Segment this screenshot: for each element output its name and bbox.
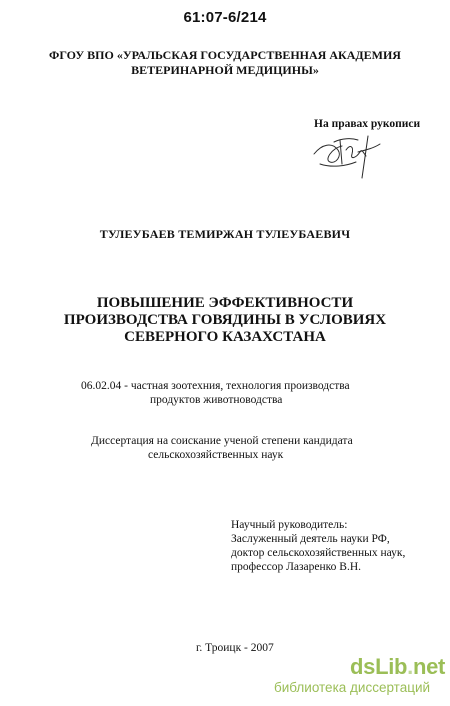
dissertation-title-line-2: ПРОИЗВОДСТВА ГОВЯДИНЫ В УСЛОВИЯХ [63,312,387,328]
city-year: г. Троицк - 2007 [196,642,274,654]
watermark-logo-dot: . [407,654,413,679]
author-name: ТУЛЕУБАЕВ ТЕМИРЖАН ТУЛЕУБАЕВИЧ [99,227,351,241]
degree-line-2: сельскохозяйственных наук [148,449,284,461]
specialty-line-1: 06.02.04 - частная зоотехния, технология производства [81,380,350,392]
watermark-subtitle: библиотека диссертаций [274,680,431,695]
degree-line-1: Диссертация на соискание ученой степени кандидата [91,435,353,447]
manuscript-rights: На правах рукописи [314,118,421,130]
supervisor-degree: доктор сельскохозяйственных наук, [231,547,406,559]
supervisor-name: профессор Лазаренко В.Н. [231,561,361,573]
institution-line-1: ФГОУ ВПО «УРАЛЬСКАЯ ГОСУДАРСТВЕННАЯ АКАДЕМИЯ [49,48,401,62]
handwritten-signature [312,134,384,182]
supervisor-heading: Научный руководитель: [231,519,348,531]
supervisor-title: Заслуженный деятель науки РФ, [231,533,390,545]
watermark-logo [350,654,445,680]
dissertation-title-line-3: СЕВЕРНОГО КАЗАХСТАНА [124,329,326,345]
institution-line-2: ВЕТЕРИНАРНОЙ МЕДИЦИНЫ» [131,63,319,77]
archive-code: 61:07-6/214 [183,9,267,26]
watermark-logo-main: dsLib [350,654,408,679]
watermark-logo-tld: net [412,654,446,679]
dissertation-title-line-1: ПОВЫШЕНИЕ ЭФФЕКТИВНОСТИ [96,295,354,311]
specialty-line-2: продуктов животноводства [150,394,283,406]
